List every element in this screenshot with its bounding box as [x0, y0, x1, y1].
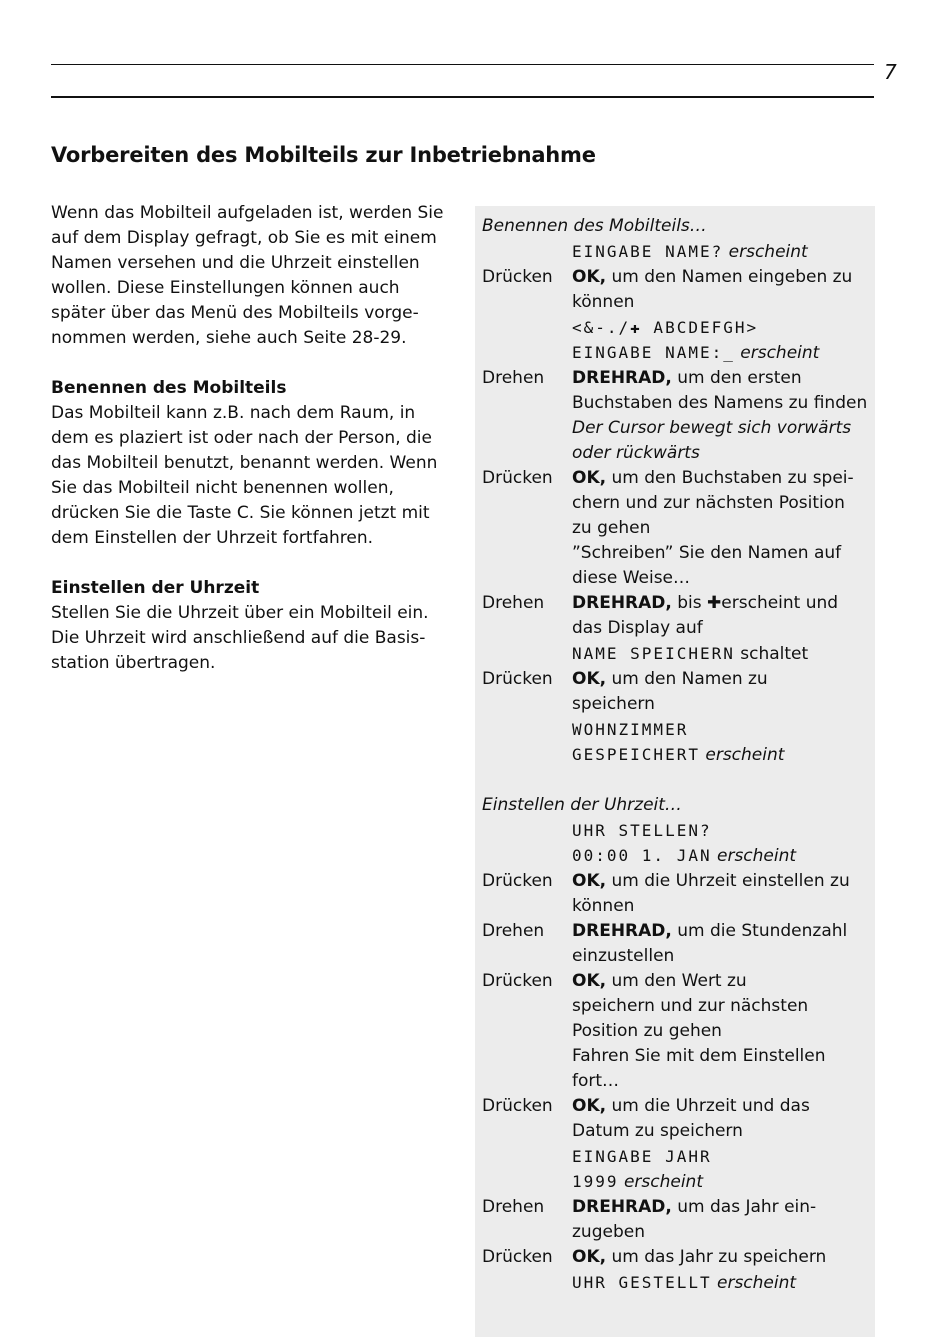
step-row	[482, 667, 872, 692]
header-rule	[51, 96, 874, 98]
action-label: Drehen	[482, 593, 545, 613]
display-text: EINGABE NAME?	[572, 242, 724, 261]
action-label: Drehen	[482, 368, 545, 388]
display-text: UHR STELLEN?	[572, 821, 712, 840]
step-row	[482, 1245, 872, 1270]
clock-steps-title: Einstellen der Uhrzeit…	[482, 795, 682, 815]
key-label: OK,	[572, 468, 607, 488]
naming-line: Das Mobilteil kann z.B. nach dem Raum, in	[51, 403, 416, 423]
appears-text: erscheint	[728, 242, 808, 262]
intro-line: Wenn das Mobilteil aufgeladen ist, werden Sie	[51, 203, 444, 223]
step-text: Datum zu speichern	[572, 1121, 743, 1141]
intro-line: nommen werden, siehe auch Seite 28-29.	[51, 328, 407, 348]
step-text: um das Jahr zu speichern	[611, 1247, 827, 1267]
step-text: ”Schreiben” Sie den Namen auf	[572, 543, 842, 563]
naming-line: dem Einstellen der Uhrzeit fortfahren.	[51, 528, 374, 548]
naming-line: Sie das Mobilteil nicht benennen wollen,	[51, 478, 394, 498]
display-text: GESPEICHERT	[572, 745, 700, 764]
intro-line: später über das Menü des Mobilteils vorge-	[51, 303, 419, 323]
appears-text: erscheint	[740, 343, 820, 363]
step-note: oder rückwärts	[572, 443, 700, 463]
step-text: können	[572, 896, 635, 916]
step-row	[482, 366, 872, 391]
page-number: 7	[884, 60, 897, 84]
appears-text: erscheint	[623, 1172, 703, 1192]
display-text: <&-./✚ ABCDEFGH>	[572, 318, 759, 337]
left-column	[51, 201, 456, 676]
page-title: Vorbereiten des Mobilteils zur Inbetriebnahme	[51, 143, 596, 167]
step-text: speichern	[572, 694, 655, 714]
display-text: UHR GESTELLT	[572, 1273, 712, 1292]
intro-line: wollen. Diese Einstellungen können auch	[51, 278, 400, 298]
step-text: um die Uhrzeit einstellen zu	[611, 871, 850, 891]
appears-text: erscheint	[705, 745, 785, 765]
key-label: OK,	[572, 971, 607, 991]
step-text: erscheint und	[721, 593, 839, 613]
step-text: speichern und zur nächsten	[572, 996, 809, 1016]
clock-line: Stellen Sie die Uhrzeit über ein Mobilteil ein.	[51, 603, 429, 623]
intro-paragraph	[51, 201, 456, 351]
action-label: Drücken	[482, 1096, 553, 1116]
step-text: um den Namen eingeben zu	[611, 267, 853, 287]
display-text: WOHNZIMMER	[572, 720, 689, 739]
step-text: zu gehen	[572, 518, 651, 538]
key-label: DREHRAD,	[572, 368, 672, 388]
step-text: fort…	[572, 1071, 620, 1091]
instruction-panel	[475, 206, 875, 1337]
intro-line: Namen versehen und die Uhrzeit einstellen	[51, 253, 420, 273]
display-text: 00:00 1. JAN	[572, 846, 712, 865]
step-text: um den Buchstaben zu spei-	[611, 468, 854, 488]
key-label: OK,	[572, 669, 607, 689]
intro-line: auf dem Display gefragt, ob Sie es mit einem	[51, 228, 437, 248]
step-row	[482, 919, 872, 944]
step-text: Position zu gehen	[572, 1021, 722, 1041]
action-label: Drücken	[482, 971, 553, 991]
action-label: Drücken	[482, 267, 553, 287]
step-text: um die Stundenzahl	[677, 921, 848, 941]
action-label: Drücken	[482, 669, 553, 689]
step-text: Buchstaben des Namens zu finden	[572, 393, 868, 413]
action-label: Drücken	[482, 1247, 553, 1267]
naming-line: das Mobilteil benutzt, benannt werden. Wenn	[51, 453, 438, 473]
display-text: EINGABE NAME:_	[572, 343, 735, 362]
step-text: diese Weise…	[572, 568, 691, 588]
step-text: können	[572, 292, 635, 312]
step-text: um den Wert zu	[611, 971, 747, 991]
step-text: chern und zur nächsten Position	[572, 493, 845, 513]
action-label: Drehen	[482, 921, 545, 941]
step-text: um das Jahr ein-	[677, 1197, 817, 1217]
step-text: schaltet	[740, 644, 809, 664]
appears-text: erscheint	[717, 846, 797, 866]
key-label: OK,	[572, 871, 607, 891]
naming-line: dem es plaziert ist oder nach der Person, die	[51, 428, 432, 448]
action-label: Drücken	[482, 468, 553, 488]
naming-heading: Benennen des Mobilteils	[51, 378, 287, 398]
instruction-steps	[482, 214, 872, 1296]
step-text: um den Namen zu	[611, 669, 768, 689]
step-text: um die Uhrzeit und das	[611, 1096, 810, 1116]
step-row	[482, 466, 872, 491]
display-text: 1999	[572, 1172, 619, 1191]
step-row	[482, 591, 872, 616]
step-row	[482, 869, 872, 894]
action-label: Drücken	[482, 871, 553, 891]
clock-heading: Einstellen der Uhrzeit	[51, 578, 260, 598]
key-label: DREHRAD,	[572, 1197, 672, 1217]
step-text: einzustellen	[572, 946, 675, 966]
top-rule	[51, 64, 874, 65]
naming-paragraph	[51, 401, 456, 551]
naming-steps-title: Benennen des Mobilteils…	[482, 216, 707, 236]
step-row	[482, 1195, 872, 1220]
display-text: EINGABE JAHR	[572, 1147, 712, 1166]
step-text: zugeben	[572, 1222, 645, 1242]
step-row	[482, 265, 872, 290]
clock-paragraph	[51, 601, 456, 676]
clock-line: station übertragen.	[51, 653, 216, 673]
key-label: OK,	[572, 267, 607, 287]
key-label: OK,	[572, 1096, 607, 1116]
key-label: DREHRAD,	[572, 921, 672, 941]
step-note: Der Cursor bewegt sich vorwärts	[572, 418, 852, 438]
naming-line: drücken Sie die Taste C. Sie können jetzt mit	[51, 503, 430, 523]
appears-text: erscheint	[717, 1273, 797, 1293]
action-label: Drehen	[482, 1197, 545, 1217]
step-text: Fahren Sie mit dem Einstellen	[572, 1046, 826, 1066]
step-row	[482, 1094, 872, 1119]
plus-symbol-icon: ✚	[707, 593, 722, 613]
step-text: das Display auf	[572, 618, 703, 638]
step-text: bis	[677, 593, 702, 613]
key-label: DREHRAD,	[572, 593, 672, 613]
key-label: OK,	[572, 1247, 607, 1267]
step-row	[482, 969, 872, 994]
step-text: um den ersten	[677, 368, 802, 388]
display-text: NAME SPEICHERN	[572, 644, 735, 663]
clock-line: Die Uhrzeit wird anschließend auf die Basis-	[51, 628, 426, 648]
